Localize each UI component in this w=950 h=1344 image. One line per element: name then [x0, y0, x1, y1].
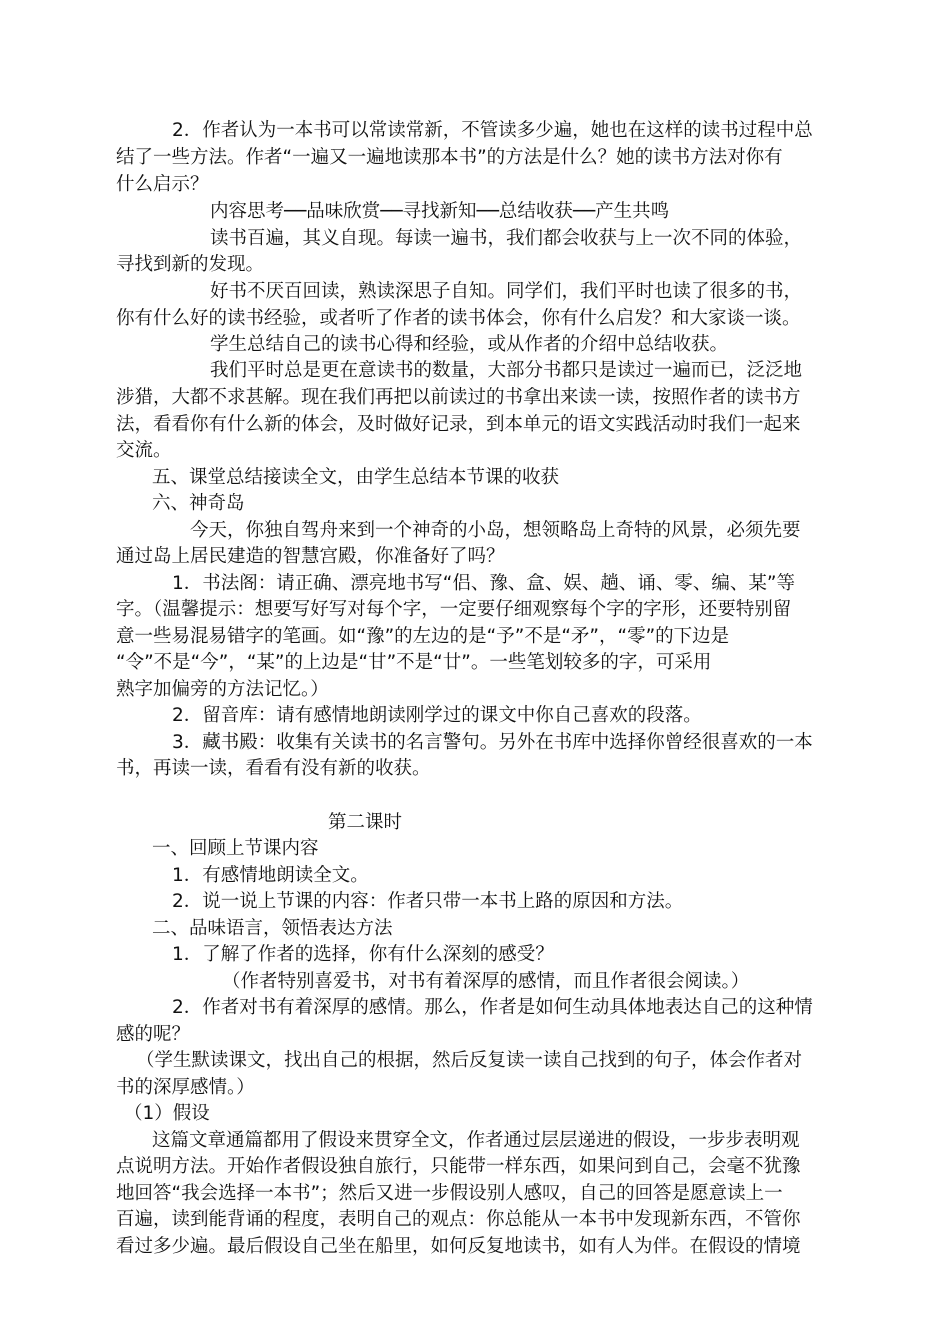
- text-line: 结了一些方法。作者“一遍又一遍地读那本书”的方法是什么？她的读书方法对你有: [116, 147, 783, 168]
- section-heading: 一、回顾上节课内容: [152, 838, 319, 859]
- text-line: 地回答“我会选择一本书”；然后又进一步假设别人感叹，自己的回答是愿意读上一: [116, 1183, 783, 1204]
- text-line: 这篇文章通篇都用了假设来贯穿全文，作者通过层层递进的假设，一步步表明观: [152, 1130, 800, 1151]
- text-line: 内容思考──品味欣赏──寻找新知──总结收获──产生共鸣: [210, 201, 670, 222]
- subsection-heading: （1）假设: [124, 1103, 210, 1124]
- text-line: 今天，你独自驾舟来到一个神奇的小岛，想领略岛上奇特的风景，必须先要: [190, 520, 801, 541]
- text-line: 2．说一说上节课的内容：作者只带一本书上路的原因和方法。: [172, 891, 684, 912]
- text-line: 1．了解了作者的选择，你有什么深刻的感受？: [172, 944, 554, 965]
- text-line: 1．书法阁：请正确、漂亮地书写“侣、豫、盒、娱、趟、诵、零、编、某”等: [172, 573, 795, 594]
- text-line: 3．藏书殿：收集有关读书的名言警句。另外在书库中选择你曾经很喜欢的一本: [172, 732, 813, 753]
- text-line: 书，再读一读，看看有没有新的收获。: [116, 758, 431, 779]
- text-line: 学生总结自己的读书心得和经验，或从作者的介绍中总结收获。: [210, 334, 729, 355]
- text-line: 点说明方法。开始作者假设独自旅行，只能带一样东西，如果问到自己，会毫不犹豫: [116, 1156, 801, 1177]
- section-heading: 五、课堂总结接读全文，由学生总结本节课的收获: [152, 467, 560, 488]
- text-line: 法，看看你有什么新的体会，及时做好记录，到本单元的语文实践活动时我们一起来: [116, 414, 801, 435]
- text-line: 你有什么好的读书经验，或者听了作者的读书体会，你有什么启发？和大家谈一谈。: [116, 308, 801, 329]
- text-line: 交流。: [116, 440, 172, 461]
- text-line: （学生默读课文，找出自己的根据，然后反复读一读自己找到的句子，体会作者对: [136, 1050, 803, 1071]
- text-line: 1．有感情地朗读全文。: [172, 865, 369, 886]
- section-heading: 二、品味语言，领悟表达方法: [152, 918, 393, 939]
- text-line: 意一些易混易错字的笔画。如“豫”的左边的是“予”不是“矛”，“零”的下边是: [116, 626, 730, 647]
- text-line: 通过岛上居民建造的智慧宫殿，你准备好了吗？: [116, 546, 505, 567]
- section-heading: 六、神奇岛: [152, 493, 245, 514]
- text-line: 2．留音库：请有感情地朗读刚学过的课文中你自己喜欢的段落。: [172, 705, 702, 726]
- text-line: 字。（温馨提示：想要写好写对每个字，一定要仔细观察每个字的字形，还要特别留: [116, 599, 792, 620]
- text-line: 什么启示？: [116, 174, 209, 195]
- text-line: 感的呢？: [116, 1024, 191, 1045]
- text-line: 看过多少遍。最后假设自己坐在船里，如何反复地读书，如有人为伴。在假设的情境: [116, 1236, 801, 1257]
- text-line: 读书百遍，其义自现。每读一遍书，我们都会收获与上一次不同的体验，: [210, 228, 803, 249]
- text-line: “令”不是“今”，“某”的上边是“甘”不是“廿”。一些笔划较多的字，可采用: [116, 652, 712, 673]
- text-line: 2．作者认为一本书可以常读常新，不管读多少遍，她也在这样的读书过程中总: [172, 120, 813, 141]
- text-line: 2．作者对书有着深厚的感情。那么，作者是如何生动具体地表达自己的这种情: [172, 997, 813, 1018]
- text-line: 涉猎，大都不求甚解。现在我们再把以前读过的书拿出来读一读，按照作者的读书方: [116, 387, 801, 408]
- lesson-heading: 第二课时: [328, 812, 403, 833]
- text-line: 熟字加偏旁的方法记忆。）: [116, 679, 329, 700]
- text-line: 百遍，读到能背诵的程度，表明自己的观点：你总能从一本书中发现新东西，不管你: [116, 1209, 801, 1230]
- text-line: 寻找到新的发现。: [116, 254, 265, 275]
- text-line: 好书不厌百回读，熟读深思子自知。同学们，我们平时也读了很多的书，: [210, 281, 803, 302]
- text-line: 书的深厚感情。）: [116, 1077, 255, 1098]
- text-line: 我们平时总是更在意读书的数量，大部分书都只是读过一遍而已，泛泛地: [210, 360, 803, 381]
- text-line: （作者特别喜爱书，对书有着深厚的感情，而且作者很会阅读。）: [222, 971, 750, 992]
